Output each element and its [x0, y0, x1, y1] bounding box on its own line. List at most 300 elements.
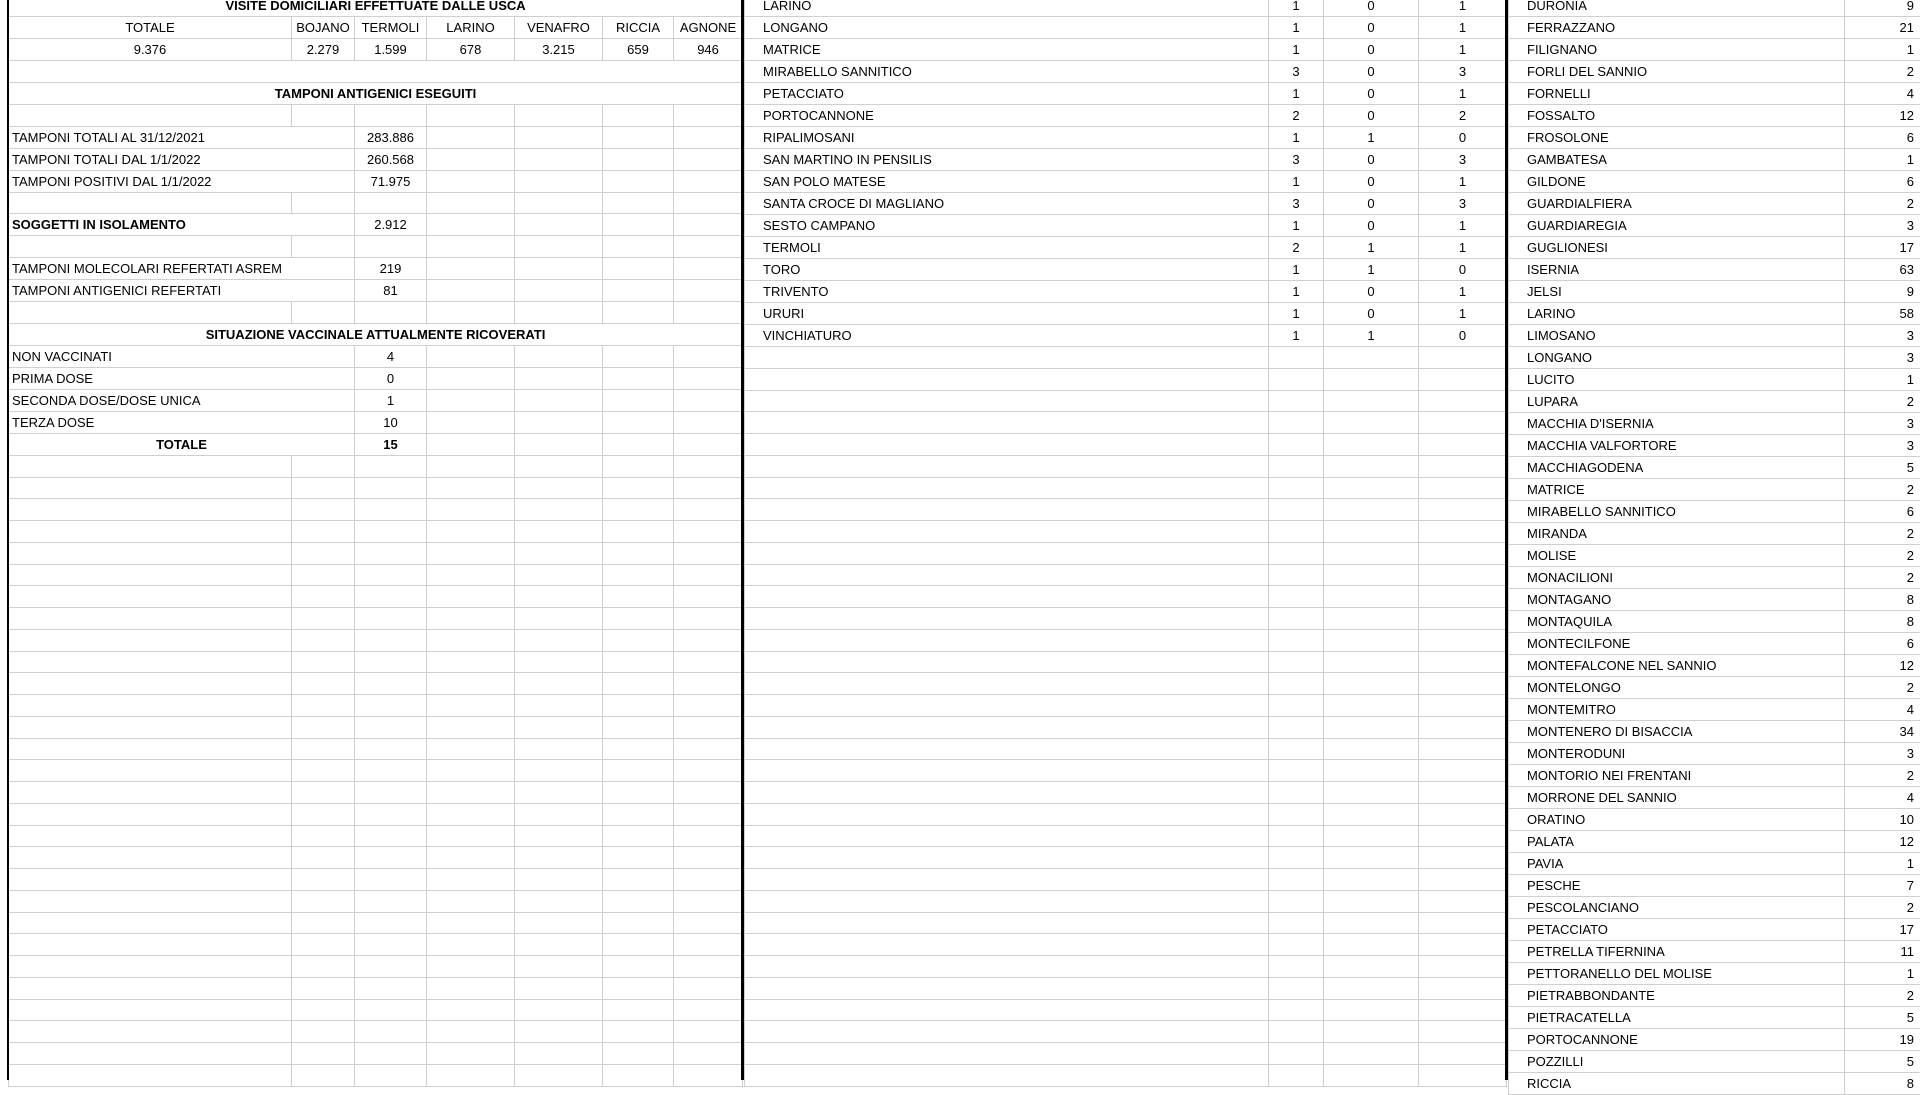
empty-cell: [515, 912, 603, 934]
empty-row: [9, 956, 743, 978]
municipality-name: PAVIA: [1509, 853, 1845, 875]
empty-cell: [355, 586, 427, 608]
count-a: 1: [1269, 0, 1324, 17]
empty-cell: [674, 629, 743, 651]
municipality-name: POZZILLI: [1509, 1051, 1845, 1073]
empty-cell: [745, 608, 1269, 630]
empty-cell: [9, 629, 292, 651]
empty-cell: [9, 673, 292, 695]
empty-cell: [745, 542, 1269, 564]
count-a: 1: [1269, 259, 1324, 281]
municipality-count: 2: [1845, 985, 1920, 1007]
empty-cell: [674, 236, 743, 258]
municipality-row: [1509, 611, 1920, 633]
empty-cell: [427, 367, 515, 389]
empty-cell: [515, 847, 603, 869]
municipality-count: 1: [1845, 369, 1920, 391]
empty-cell: [674, 280, 743, 302]
empty-cell: [515, 1043, 603, 1065]
municipality-name: PETRELLA TIFERNINA: [1509, 941, 1845, 963]
row-value: 2.912: [355, 214, 427, 236]
empty-row: [745, 564, 1507, 586]
count-a: 3: [1269, 193, 1324, 215]
empty-cell: [427, 738, 515, 760]
empty-cell: [9, 608, 292, 630]
empty-cell: [515, 1021, 603, 1043]
count-c: 1: [1419, 237, 1507, 259]
count-a: 1: [1269, 171, 1324, 193]
empty-cell: [1324, 347, 1419, 369]
column-value: 1.599: [355, 39, 427, 61]
municipality-count: 1: [1845, 963, 1920, 985]
empty-cell: [603, 126, 674, 148]
empty-cell: [603, 302, 674, 324]
municipality-name: MATRICE: [1509, 479, 1845, 501]
municipality-name: MATRICE: [745, 39, 1269, 61]
empty-cell: [674, 104, 743, 126]
column-header: BOJANO: [292, 17, 355, 39]
empty-row: [9, 695, 743, 717]
data-row: [9, 367, 743, 389]
empty-cell: [1269, 542, 1324, 564]
empty-cell: [355, 455, 427, 477]
empty-cell: [427, 192, 515, 214]
empty-cell: [427, 825, 515, 847]
empty-cell: [9, 1043, 292, 1065]
municipality-row: [1509, 215, 1920, 237]
count-c: 0: [1419, 325, 1507, 347]
municipality-name: PIETRABBONDANTE: [1509, 985, 1845, 1007]
empty-cell: [355, 1043, 427, 1065]
municipality-row: [1509, 633, 1920, 655]
municipality-name: GUGLIONESI: [1509, 237, 1845, 259]
empty-row: [9, 651, 743, 673]
empty-cell: [1419, 412, 1507, 434]
column-header: LARINO: [427, 17, 515, 39]
empty-cell: [603, 411, 674, 433]
empty-cell: [427, 956, 515, 978]
empty-cell: [1269, 586, 1324, 608]
empty-cell: [355, 104, 427, 126]
empty-cell: [427, 782, 515, 804]
municipality-name: MONTEMITRO: [1509, 699, 1845, 721]
municipality-name: LARINO: [745, 0, 1269, 17]
empty-cell: [674, 258, 743, 280]
count-b: 1: [1324, 325, 1419, 347]
column-header: TOTALE: [9, 17, 292, 39]
count-b: 0: [1324, 83, 1419, 105]
empty-cell: [1269, 1043, 1324, 1065]
municipality-name: GUARDIALFIERA: [1509, 193, 1845, 215]
empty-cell: [515, 521, 603, 543]
empty-row: [9, 869, 743, 891]
empty-cell: [674, 825, 743, 847]
empty-cell: [1269, 847, 1324, 869]
municipality-row: [1509, 391, 1920, 413]
empty-cell: [292, 521, 355, 543]
municipality-name: MORRONE DEL SANNIO: [1509, 787, 1845, 809]
municipality-row: [1509, 523, 1920, 545]
empty-cell: [1269, 347, 1324, 369]
empty-cell: [515, 760, 603, 782]
empty-cell: [603, 170, 674, 192]
empty-cell: [1269, 499, 1324, 521]
empty-cell: [515, 126, 603, 148]
municipality-row: [1509, 347, 1920, 369]
empty-cell: [1324, 738, 1419, 760]
municipality-count: 2: [1845, 677, 1920, 699]
count-b: 0: [1324, 0, 1419, 17]
municipality-name: MONTAGANO: [1509, 589, 1845, 611]
empty-row: [745, 1021, 1507, 1043]
empty-cell: [292, 499, 355, 521]
municipality-name: ISERNIA: [1509, 259, 1845, 281]
row-value: 10: [355, 411, 427, 433]
empty-cell: [292, 564, 355, 586]
empty-row: [9, 825, 743, 847]
empty-cell: [515, 104, 603, 126]
empty-cell: [355, 1021, 427, 1043]
municipality-count: 5: [1845, 457, 1920, 479]
municipality-row: [1509, 413, 1920, 435]
municipality-row: [1509, 897, 1920, 919]
empty-cell: [355, 236, 427, 258]
count-c: 1: [1419, 281, 1507, 303]
empty-cell: [603, 934, 674, 956]
empty-row: [9, 542, 743, 564]
empty-cell: [674, 934, 743, 956]
municipality-row: [745, 105, 1507, 127]
empty-row: [9, 738, 743, 760]
column-header: TERMOLI: [355, 17, 427, 39]
count-c: 1: [1419, 303, 1507, 325]
column-header: AGNONE: [674, 17, 743, 39]
empty-cell: [603, 738, 674, 760]
empty-cell: [515, 738, 603, 760]
empty-cell: [515, 934, 603, 956]
municipality-name: LONGANO: [745, 17, 1269, 39]
count-c: 1: [1419, 171, 1507, 193]
municipality-row: [1509, 589, 1920, 611]
empty-row: [745, 912, 1507, 934]
municipality-name: GUARDIAREGIA: [1509, 215, 1845, 237]
municipality-row: [1509, 545, 1920, 567]
empty-cell: [1419, 869, 1507, 891]
municipality-row: [1509, 875, 1920, 897]
visits-header-row: [9, 17, 743, 39]
empty-cell: [355, 825, 427, 847]
empty-cell: [674, 695, 743, 717]
empty-cell: [1324, 825, 1419, 847]
municipality-name: TERMOLI: [745, 237, 1269, 259]
empty-cell: [515, 977, 603, 999]
empty-cell: [674, 912, 743, 934]
empty-cell: [9, 912, 292, 934]
empty-cell: [1324, 521, 1419, 543]
empty-cell: [745, 673, 1269, 695]
count-c: 3: [1419, 193, 1507, 215]
empty-cell: [1269, 869, 1324, 891]
empty-cell: [515, 345, 603, 367]
municipality-row: [1509, 743, 1920, 765]
data-row: [9, 345, 743, 367]
empty-cell: [9, 869, 292, 891]
municipality-row: [1509, 985, 1920, 1007]
empty-cell: [745, 695, 1269, 717]
municipality-row: [1509, 501, 1920, 523]
empty-cell: [355, 629, 427, 651]
empty-cell: [1269, 760, 1324, 782]
empty-row: [9, 499, 743, 521]
empty-cell: [603, 782, 674, 804]
municipality-row: [1509, 787, 1920, 809]
municipality-count: 5: [1845, 1051, 1920, 1073]
empty-cell: [427, 1043, 515, 1065]
empty-cell: [427, 651, 515, 673]
municipality-name: MONACILIONI: [1509, 567, 1845, 589]
empty-cell: [9, 1021, 292, 1043]
empty-cell: [355, 302, 427, 324]
empty-cell: [515, 869, 603, 891]
empty-cell: [1419, 782, 1507, 804]
municipality-count: 63: [1845, 259, 1920, 281]
empty-cell: [427, 869, 515, 891]
empty-cell: [355, 782, 427, 804]
empty-cell: [674, 999, 743, 1021]
empty-cell: [603, 477, 674, 499]
empty-cell: [674, 803, 743, 825]
count-a: 1: [1269, 281, 1324, 303]
empty-cell: [292, 1043, 355, 1065]
empty-cell: [745, 1043, 1269, 1065]
empty-cell: [1269, 695, 1324, 717]
municipality-count: 2: [1845, 765, 1920, 787]
empty-row: [9, 716, 743, 738]
municipality-count: 3: [1845, 347, 1920, 369]
empty-cell: [355, 760, 427, 782]
empty-cell: [1324, 716, 1419, 738]
empty-row: [745, 499, 1507, 521]
empty-row: [745, 738, 1507, 760]
municipality-count: 2: [1845, 193, 1920, 215]
empty-cell: [674, 1064, 743, 1086]
municipality-row: [1509, 259, 1920, 281]
empty-cell: [9, 999, 292, 1021]
municipality-row: [745, 325, 1507, 347]
empty-cell: [603, 695, 674, 717]
empty-cell: [1269, 912, 1324, 934]
empty-cell: [515, 673, 603, 695]
municipality-row: [1509, 677, 1920, 699]
vaccine-title-row: [9, 323, 743, 345]
count-b: 0: [1324, 281, 1419, 303]
empty-cell: [515, 499, 603, 521]
empty-cell: [603, 258, 674, 280]
empty-cell: [355, 977, 427, 999]
empty-cell: [603, 586, 674, 608]
count-c: 1: [1419, 0, 1507, 17]
empty-cell: [9, 455, 292, 477]
empty-row: [9, 673, 743, 695]
empty-cell: [603, 389, 674, 411]
municipality-name: LUCITO: [1509, 369, 1845, 391]
empty-cell: [603, 148, 674, 170]
count-c: 0: [1419, 127, 1507, 149]
municipality-name: SESTO CAMPANO: [745, 215, 1269, 237]
empty-row: [9, 1043, 743, 1065]
municipality-name: MONTERODUNI: [1509, 743, 1845, 765]
empty-row: [745, 825, 1507, 847]
empty-cell: [745, 999, 1269, 1021]
empty-cell: [292, 1021, 355, 1043]
municipality-count: 10: [1845, 809, 1920, 831]
municipality-count: 8: [1845, 1073, 1920, 1095]
municipality-name: MIRABELLO SANNITICO: [745, 61, 1269, 83]
empty-cell: [674, 214, 743, 236]
empty-cell: [427, 1064, 515, 1086]
empty-cell: [355, 956, 427, 978]
empty-cell: [1269, 651, 1324, 673]
empty-cell: [515, 782, 603, 804]
empty-cell: [1269, 1021, 1324, 1043]
empty-cell: [1419, 586, 1507, 608]
empty-row: [9, 586, 743, 608]
municipality-row: [1509, 1073, 1920, 1095]
empty-cell: [603, 825, 674, 847]
empty-cell: [427, 999, 515, 1021]
count-c: 1: [1419, 83, 1507, 105]
municipality-count: 1: [1845, 853, 1920, 875]
empty-cell: [674, 673, 743, 695]
municipality-count: 8: [1845, 611, 1920, 633]
visits-title-row: [9, 0, 743, 17]
municipality-name: MONTECILFONE: [1509, 633, 1845, 655]
empty-cell: [9, 847, 292, 869]
empty-cell: [355, 192, 427, 214]
count-b: 0: [1324, 149, 1419, 171]
divider-right: [1505, 0, 1508, 1080]
municipality-row: [745, 281, 1507, 303]
municipality-name: PIETRACATELLA: [1509, 1007, 1845, 1029]
empty-cell: [603, 192, 674, 214]
empty-cell: [674, 126, 743, 148]
municipality-count: 2: [1845, 61, 1920, 83]
empty-cell: [515, 411, 603, 433]
empty-cell: [674, 542, 743, 564]
empty-cell: [603, 521, 674, 543]
empty-cell: [1324, 390, 1419, 412]
empty-cell: [292, 586, 355, 608]
empty-cell: [674, 869, 743, 891]
empty-row: [745, 629, 1507, 651]
empty-cell: [1419, 956, 1507, 978]
empty-cell: [745, 782, 1269, 804]
municipality-name: URURI: [745, 303, 1269, 325]
empty-cell: [355, 890, 427, 912]
empty-cell: [603, 433, 674, 455]
data-row: [9, 258, 743, 280]
empty-cell: [1324, 455, 1419, 477]
data-row: [9, 170, 743, 192]
empty-cell: [1324, 368, 1419, 390]
antigen-title-row: [9, 82, 743, 104]
row-value: 260.568: [355, 148, 427, 170]
empty-cell: [427, 214, 515, 236]
empty-cell: [427, 608, 515, 630]
empty-cell: [1419, 368, 1507, 390]
municipality-name: MACCHIA D'ISERNIA: [1509, 413, 1845, 435]
municipality-row: [745, 127, 1507, 149]
empty-cell: [1419, 999, 1507, 1021]
municipality-row: [1509, 765, 1920, 787]
municipality-row: [1509, 127, 1920, 149]
right-municipality-table: [1508, 0, 1920, 1095]
empty-cell: [1324, 412, 1419, 434]
empty-cell: [745, 738, 1269, 760]
data-row: [9, 148, 743, 170]
section-title: SITUAZIONE VACCINALE ATTUALMENTE RICOVERATI: [9, 323, 743, 345]
municipality-name: PORTOCANNONE: [1509, 1029, 1845, 1051]
empty-cell: [745, 934, 1269, 956]
row-value: 71.975: [355, 170, 427, 192]
municipality-name: FOSSALTO: [1509, 105, 1845, 127]
empty-cell: [427, 433, 515, 455]
municipality-row: [1509, 567, 1920, 589]
empty-cell: [1419, 347, 1507, 369]
count-a: 1: [1269, 17, 1324, 39]
empty-cell: [292, 847, 355, 869]
municipality-name: RICCIA: [1509, 1073, 1845, 1095]
empty-cell: [1269, 977, 1324, 999]
empty-row: [9, 192, 743, 214]
empty-cell: [515, 956, 603, 978]
municipality-count: 12: [1845, 831, 1920, 853]
municipality-name: PETACCIATO: [745, 83, 1269, 105]
municipality-count: 2: [1845, 897, 1920, 919]
empty-cell: [1269, 782, 1324, 804]
empty-cell: [745, 803, 1269, 825]
empty-cell: [9, 956, 292, 978]
municipality-name: LONGANO: [1509, 347, 1845, 369]
municipality-count: 2: [1845, 391, 1920, 413]
municipality-name: TORO: [745, 259, 1269, 281]
municipality-name: FORLI DEL SANNIO: [1509, 61, 1845, 83]
empty-cell: [292, 825, 355, 847]
municipality-count: 12: [1845, 655, 1920, 677]
empty-cell: [427, 148, 515, 170]
municipality-count: 2: [1845, 545, 1920, 567]
divider-middle: [741, 0, 744, 1080]
row-label: TAMPONI TOTALI DAL 1/1/2022: [9, 148, 355, 170]
empty-cell: [515, 236, 603, 258]
empty-cell: [515, 564, 603, 586]
municipality-row: [745, 17, 1507, 39]
empty-cell: [292, 542, 355, 564]
empty-row: [9, 455, 743, 477]
empty-cell: [515, 258, 603, 280]
empty-cell: [355, 673, 427, 695]
municipality-row: [1509, 303, 1920, 325]
empty-cell: [355, 803, 427, 825]
empty-cell: [674, 389, 743, 411]
municipality-row: [1509, 831, 1920, 853]
empty-cell: [427, 934, 515, 956]
municipality-count: 58: [1845, 303, 1920, 325]
empty-cell: [674, 651, 743, 673]
empty-row: [745, 956, 1507, 978]
municipality-row: [745, 39, 1507, 61]
count-a: 1: [1269, 215, 1324, 237]
